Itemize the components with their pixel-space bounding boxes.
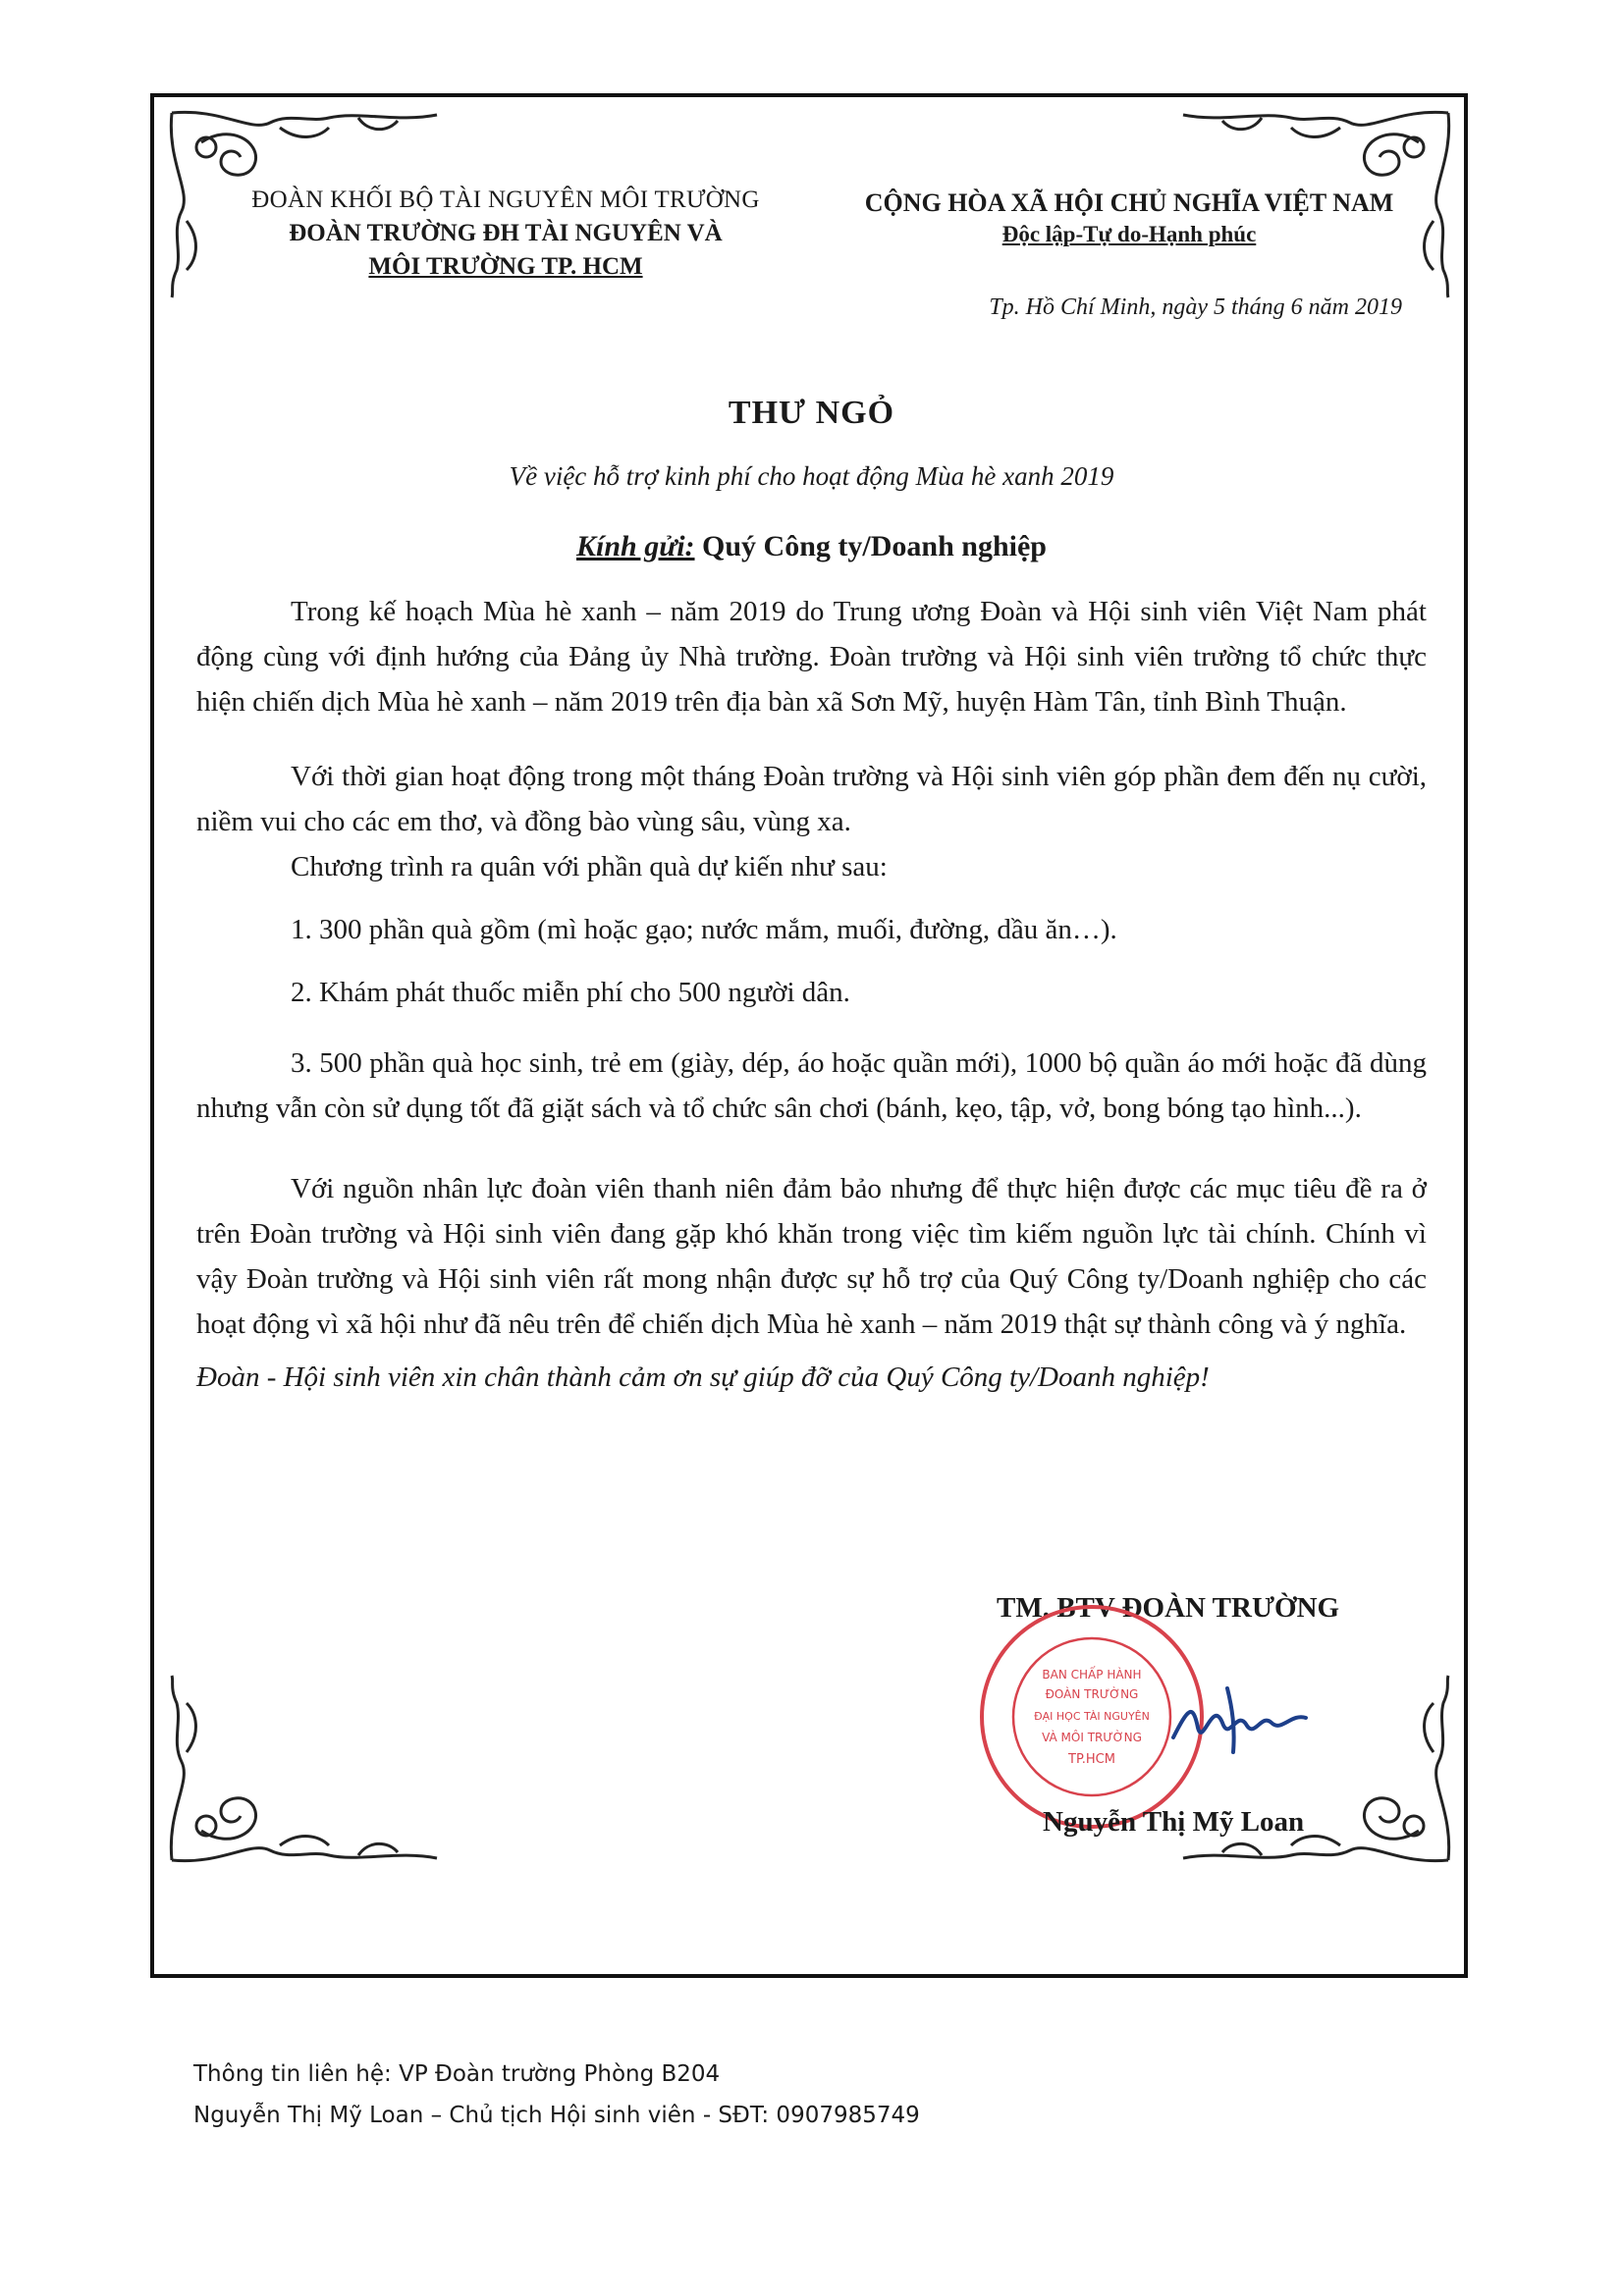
org-line-2: ĐOÀN TRƯỜNG ĐH TÀI NGUYÊN VÀ (289, 220, 723, 246)
contact-line-1: Thông tin liên hệ: VP Đoàn trường Phòng B204 (193, 2061, 721, 2087)
corner-ornament-bottom-left (162, 1674, 457, 1870)
document-title: THƯ NGỎ (728, 395, 895, 431)
national-title: CỘNG HÒA XÃ HỘI CHỦ NGHĨA VIỆT NAM (864, 188, 1394, 217)
issuing-organization (211, 184, 800, 284)
stamp-text-5: TP.HCM (1068, 1752, 1115, 1767)
contact-line-2: Nguyễn Thị Mỹ Loan – Chủ tịch Hội sinh viên - SĐT: 0907985749 (193, 2103, 920, 2128)
greeting-label: Kính gửi: (576, 530, 695, 562)
stamp-text-3: ĐẠI HỌC TÀI NGUYÊN (1034, 1710, 1150, 1723)
org-line-1: ĐOÀN KHỐI BỘ TÀI NGUYÊN MÔI TRƯỜNG (251, 187, 760, 213)
stamp-text-1: BAN CHẤP HÀNH (1042, 1668, 1142, 1682)
stamp-text-2: ĐOÀN TRƯỜNG (1045, 1687, 1139, 1701)
document-subtitle: Về việc hỗ trợ kinh phí cho hoạt động Mùa hè xanh 2019 (509, 461, 1114, 491)
list-item-1: 1. 300 phần quà gồm (mì hoặc gạo; nước mắm, muối, đường, dầu ăn…). (291, 914, 1117, 945)
national-header (805, 187, 1453, 249)
list-item-3: 3. 500 phần quà học sinh, trẻ em (giày, dép, áo hoặc quần mới), 1000 bộ quần áo mới hoặc đã dùng nhưng vẫn còn sử dụng tốt đã giặt sách và tổ chức sân chơi (bánh, kẹo, tập, vở, bong bóng tạo hình...). (196, 1047, 1427, 1124)
paragraph-activity: Với thời gian hoạt động trong một tháng Đoàn trường và Hội sinh viên góp phần đem đến nụ cười, niềm vui cho các em thơ, và đồng bào vùng sâu, vùng xa. (196, 761, 1427, 837)
signatory-name: Nguyễn Thị Mỹ Loan (1043, 1806, 1305, 1838)
stamp-text-4: VÀ MÔI TRƯỜNG (1042, 1731, 1142, 1744)
paragraph-request: Với nguồn nhân lực đoàn viên thanh niên đảm bảo nhưng để thực hiện được các mục tiêu đề ra ở trên Đoàn trường và Hội sinh viên đang gặp khó khăn trong việc tìm kiếm nguồn lực tài chính. Chính vì vậy Đoàn trường và Hội sinh viên rất mong nhận được sự hỗ trợ của Quý Công ty/Doanh nghiệp cho các hoạt động vì xã hội như đã nêu trên để chiến dịch Mùa hè xanh – năm 2019 thật sự thành công và ý nghĩa. (196, 1173, 1427, 1340)
paragraph-program: Chương trình ra quân với phần quà dự kiến như sau: (291, 851, 888, 882)
list-item-2: 2. Khám phát thuốc miễn phí cho 500 người dân. (291, 977, 850, 1008)
letter-body (196, 589, 1427, 1400)
org-line-3: MÔI TRƯỜNG TP. HCM (368, 253, 643, 280)
document-date: Tp. Hồ Chí Minh, ngày 5 tháng 6 năm 2019 (989, 294, 1402, 320)
paragraph-intro: Trong kế hoạch Mùa hè xanh – năm 2019 do Trung ương Đoàn và Hội sinh viên Việt Nam phát động cùng với định hướng của Đảng ủy Nhà trường. Đoàn trường và Hội sinh viên trường tổ chức thực hiện chiến dịch Mùa hè xanh – năm 2019 trên địa bàn xã Sơn Mỹ, huyện Hàm Tân, tỉnh Bình Thuận. (196, 596, 1427, 718)
national-motto: Độc lập-Tự do-Hạnh phúc (1001, 222, 1257, 246)
greeting-recipient: Quý Công ty/Doanh nghiệp (702, 530, 1047, 562)
greeting-line (0, 530, 1623, 563)
thank-you-line: Đoàn - Hội sinh viên xin chân thành cảm ơn sự giúp đỡ của Quý Công ty/Doanh nghiệp! (196, 1362, 1210, 1393)
handwritten-signature (1168, 1669, 1325, 1767)
signature-title: TM. BTV ĐOÀN TRƯỜNG (997, 1592, 1340, 1624)
contact-info (193, 2054, 920, 2136)
